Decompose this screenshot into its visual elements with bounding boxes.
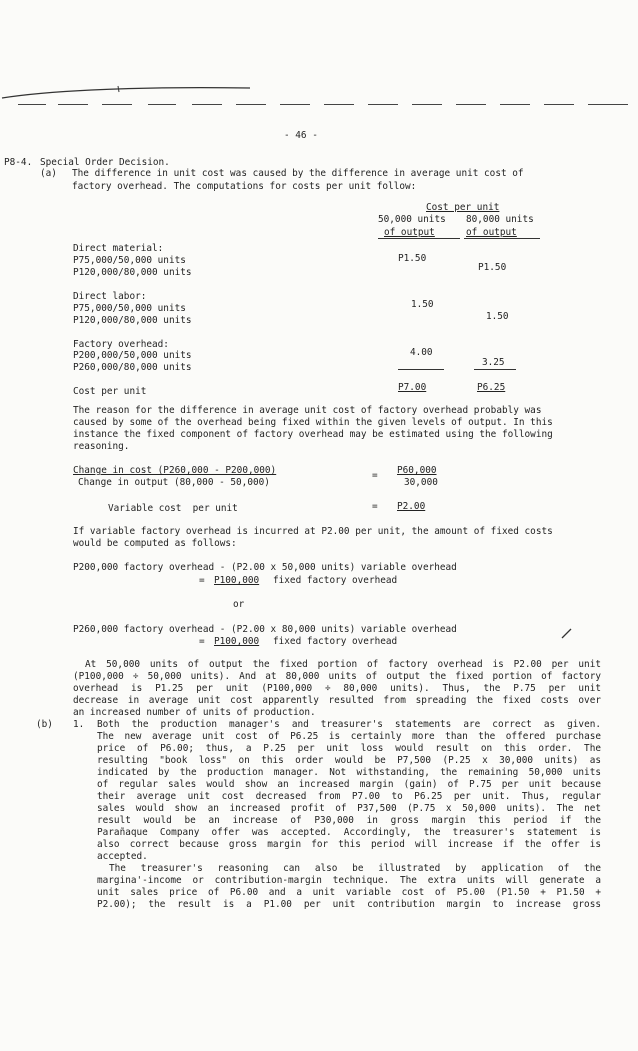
- pen-mark: [560, 626, 574, 640]
- subtotal-rule: [474, 369, 516, 370]
- item-number: 1.: [73, 719, 85, 730]
- paragraph-line: of regular sales would show an increased margin (gain) of P.75 per unit because: [97, 779, 601, 790]
- paragraph-line: Parañaque Company offer was accepted. Accordingly, the treasurer's statement is: [97, 827, 601, 838]
- row-label: P200,000/50,000 units: [73, 350, 192, 361]
- paragraph-line: margina'-income or contribution-margin technique. The extra units will generate a: [97, 875, 601, 886]
- paragraph-line: The reason for the difference in average unit cost of factory overhead probably was: [73, 405, 542, 416]
- fraction-denominator-value: 30,000: [404, 477, 438, 488]
- row-label: P260,000/80,000 units: [73, 362, 192, 373]
- row-label: Factory overhead:: [73, 339, 169, 350]
- fixed-overhead-value: P100,000: [214, 636, 260, 647]
- page-number: - 46 -: [284, 130, 318, 141]
- variable-cost-label: Variable cost per unit: [108, 503, 238, 514]
- column-header: 50,000 units: [378, 214, 446, 225]
- paragraph-line: reasoning.: [73, 441, 130, 452]
- paragraph-line: price of P6.00; thus, a P.25 per unit loss would result on this order. The: [97, 743, 601, 754]
- formula-line: P260,000 factory overhead - (P2.00 x 80,000 units) variable overhead: [73, 624, 457, 635]
- fraction-denominator: Change in output (80,000 - 50,000): [78, 477, 270, 488]
- formula-result-label: fixed factory overhead: [273, 636, 398, 647]
- cell-value: 1.50: [411, 299, 434, 310]
- paragraph-line: If variable factory overhead is incurred at P2.00 per unit, the amount of fixed costs: [73, 526, 553, 537]
- or-separator: or: [233, 599, 245, 610]
- variable-cost-value: P2.00: [397, 501, 426, 512]
- paragraph-line: unit sales price of P6.00 and a unit variable cost of P5.00 (P1.50 + P1.50 +: [97, 887, 601, 898]
- paragraph-line: The new average unit cost of P6.25 is certainly more than the offered purchase: [97, 731, 601, 742]
- paragraph-line: their average unit cost decreased from P7.00 to P6.25 per unit. Thus, regular: [97, 791, 601, 802]
- cell-value: P1.50: [478, 262, 507, 273]
- column-header: of output: [466, 227, 517, 238]
- paragraph-line: At 50,000 units of output the fixed portion of factory overhead is P2.00 per unit: [85, 659, 601, 670]
- formula-line: P200,000 factory overhead - (P2.00 x 50,000 units) variable overhead: [73, 562, 457, 573]
- equals-sign: =: [199, 575, 205, 586]
- header-underline: [378, 238, 460, 239]
- intro-line: factory overhead. The computations for costs per unit follow:: [72, 181, 417, 192]
- problem-number: P8-4.: [4, 157, 33, 168]
- column-header: 80,000 units: [466, 214, 534, 225]
- cell-value: 3.25: [482, 357, 505, 368]
- intro-line: The difference in unit cost was caused by the difference in average unit cost of: [72, 168, 524, 179]
- handwritten-stroke: [0, 70, 320, 106]
- cell-value: P1.50: [398, 253, 427, 264]
- row-label: P120,000/80,000 units: [73, 267, 192, 278]
- formula-result-label: fixed factory overhead: [273, 575, 398, 586]
- paragraph-line: The treasurer's reasoning can also be illustrated by application of the: [109, 863, 601, 874]
- fraction-numerator: Change in cost (P260,000 - P200,000): [73, 465, 277, 476]
- paragraph-line: overhead is P1.25 per unit (P100,000 ÷ 80,000 units). Thus, the P.75 per unit: [73, 683, 601, 694]
- row-label: Direct material:: [73, 243, 164, 254]
- paragraph-line: (P100,000 ÷ 50,000 units). And at 80,000 units of output the fixed portion of factory: [73, 671, 601, 682]
- table-header: Cost per unit: [426, 202, 500, 213]
- paragraph-line: also correct because gross margin for this period will increase if the offer is: [97, 839, 601, 850]
- total-label: Cost per unit: [73, 386, 147, 397]
- row-label: P75,000/50,000 units: [73, 303, 186, 314]
- paragraph-line: P2.00); the result is a P1.00 per unit contribution margin to increase gross: [97, 899, 601, 910]
- equals-sign: =: [199, 636, 205, 647]
- column-header: of output: [384, 227, 435, 238]
- paragraph-line: accepted.: [97, 851, 148, 862]
- header-underline: [464, 238, 540, 239]
- treasurer-analysis-paragraph: [97, 719, 601, 911]
- fixed-overhead-value: P100,000: [214, 575, 260, 586]
- paragraph-line: resulting "book loss" on this order would be P7,500 (P.25 x 30,000 units) as: [97, 755, 601, 766]
- paragraph-line: an increased number of units of production.: [73, 707, 316, 718]
- row-label: P120,000/80,000 units: [73, 315, 192, 326]
- equals-sign: =: [372, 501, 378, 512]
- paragraph-line: result would be an increase of P30,000 in gross margin this period if the: [97, 815, 601, 826]
- total-value: P7.00: [398, 382, 427, 393]
- cell-value: 1.50: [486, 311, 509, 322]
- paragraph-line: sales would show an increased profit of P37,500 (P.75 x 50,000 units). The net: [97, 803, 601, 814]
- fraction-numerator-value: P60,000: [397, 465, 437, 476]
- subtotal-rule: [398, 369, 444, 370]
- paragraph-line: Both the production manager's and treasurer's statements are correct as given.: [97, 719, 601, 730]
- paragraph-line: indicated by the production manager. Not withstanding, the remaining 50,000 units: [97, 767, 601, 778]
- cell-value: 4.00: [410, 347, 433, 358]
- paragraph-line: caused by some of the overhead being fixed within the given levels of output. In this: [73, 417, 553, 428]
- problem-title: Special Order Decision.: [40, 157, 170, 168]
- fixed-portion-paragraph: [73, 659, 601, 719]
- paragraph-line: would be computed as follows:: [73, 538, 237, 549]
- total-value: P6.25: [477, 382, 506, 393]
- part-a-label: (a): [40, 168, 57, 179]
- row-label: Direct labor:: [73, 291, 147, 302]
- paragraph-line: decrease in average unit cost apparently resulted from spreading the fixed costs over: [73, 695, 601, 706]
- scan-dashed-rule: [18, 104, 630, 106]
- equals-sign: =: [372, 470, 378, 481]
- part-b-label: (b): [36, 719, 53, 730]
- paragraph-line: instance the fixed component of factory overhead may be estimated using the following: [73, 429, 553, 440]
- row-label: P75,000/50,000 units: [73, 255, 186, 266]
